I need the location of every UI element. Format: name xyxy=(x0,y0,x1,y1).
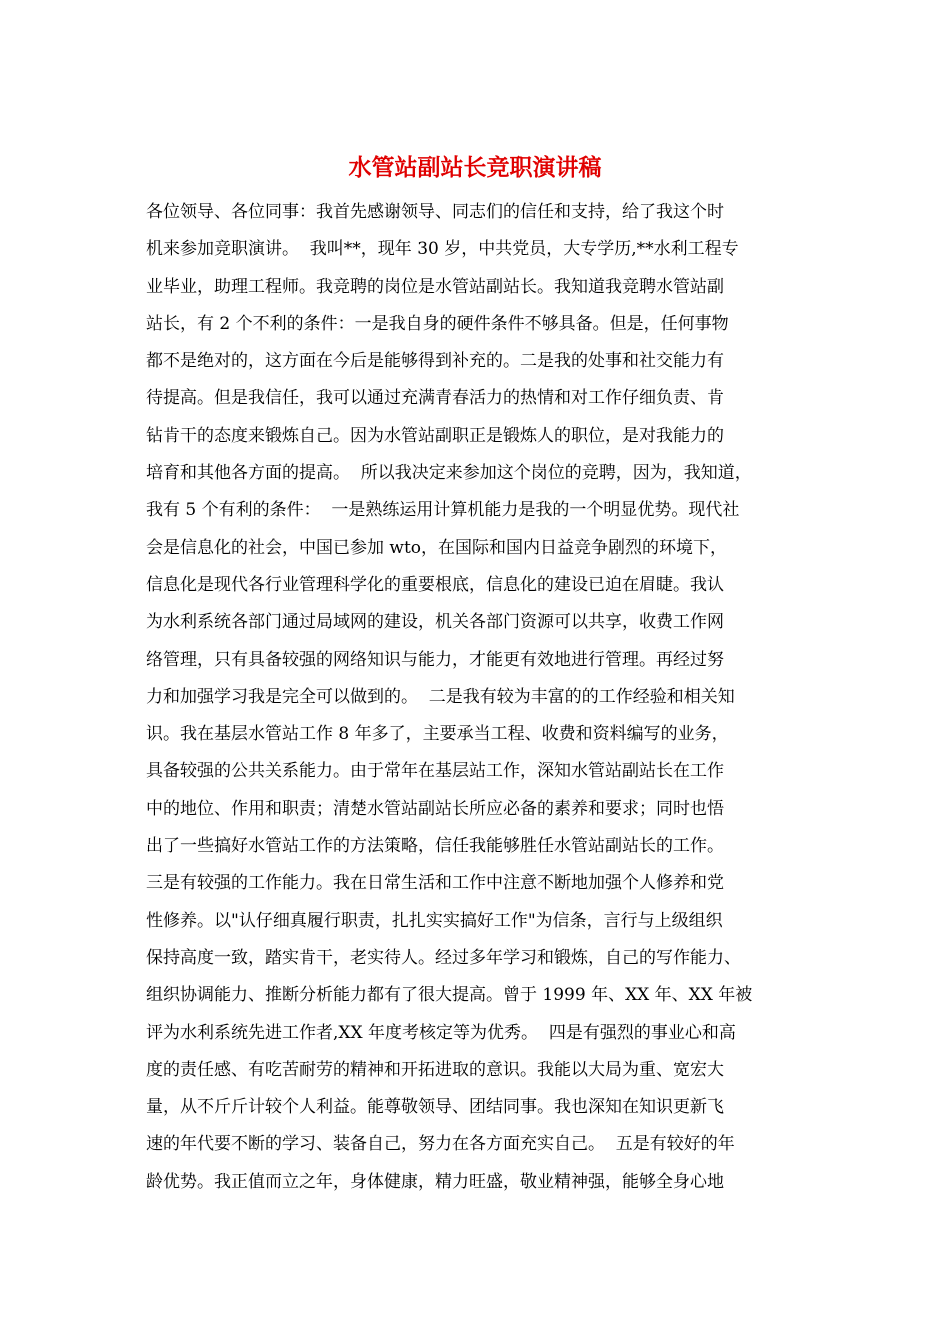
body-line: 都不是绝对的，这方面在今后是能够得到补充的。二是我的处事和社交能力有 xyxy=(146,351,724,372)
body-line: 评为水利系统先进工作者,XX 年度考核定等为优秀。 四是有强烈的事业心和高 xyxy=(146,1022,736,1043)
body-line: 络管理，只有具备较强的网络知识与能力，才能更有效地进行管理。再经过努 xyxy=(146,649,724,670)
body-line: 三是有较强的工作能力。我在日常生活和工作中注意不断地加强个人修养和党 xyxy=(146,873,724,894)
body-line: 各位领导、各位同事：我首先感谢领导、同志们的信任和支持，给了我这个时 xyxy=(146,202,724,222)
body-line: 中的地位、作用和职责；清楚水管站副站长所应必备的素养和要求；同时也悟 xyxy=(146,798,724,819)
body-line: 龄优势。我正值而立之年，身体健康，精力旺盛，敬业精神强，能够全身心地 xyxy=(146,1171,724,1192)
body-line: 为水利系统各部门通过局域网的建设，机关各部门资源可以共享，收费工作网 xyxy=(146,612,724,633)
body-line: 识。我在基层水管站工作 8 年多了，主要承当工程、收费和资料编写的业务， xyxy=(146,724,729,745)
body-line: 速的年代要不断的学习、装备自己，努力在各方面充实自己。 五是有较好的年 xyxy=(146,1134,735,1155)
body-line: 培育和其他各方面的提高。 所以我决定来参加这个岗位的竞聘，因为，我知道， xyxy=(146,463,752,484)
body-line: 信息化是现代各行业管理科学化的重要根底，信息化的建设已迫在眉睫。我认 xyxy=(146,574,724,595)
body-line: 我有 5 个有利的条件： 一是熟练运用计算机能力是我的一个明显优势。现代社 xyxy=(146,500,740,521)
body-line: 待提高。但是我信任，我可以通过充满青春活力的热情和对工作仔细负责、肯 xyxy=(146,388,724,409)
body-line: 性修养。以"认仔细真履行职责，扎扎实实搞好工作"为信条，言行与上级组织 xyxy=(146,910,723,931)
body-line: 力和加强学习我是完全可以做到的。 二是我有较为丰富的的工作经验和相关知 xyxy=(146,686,735,707)
body-line: 站长，有 2 个不利的条件：一是我自身的硬件条件不够具备。但是，任何事物 xyxy=(146,313,729,334)
document-title: 水管站副站长竞职演讲稿 xyxy=(348,154,602,181)
document-body xyxy=(146,194,816,1201)
body-line: 量，从不斤斤计较个人利益。能尊敬领导、团结同事。我也深知在知识更新飞 xyxy=(146,1097,724,1118)
body-line: 具备较强的公共关系能力。由于常年在基层站工作，深知水管站副站长在工作 xyxy=(146,761,724,782)
body-line: 组织协调能力、推断分析能力都有了很大提高。曾于 1999 年、XX 年、XX 年被 xyxy=(146,985,753,1006)
body-line: 度的责任感、有吃苦耐劳的精神和开拓进取的意识。我能以大局为重、宽宏大 xyxy=(146,1059,724,1080)
body-line: 业毕业，助理工程师。我竞聘的岗位是水管站副站长。我知道我竞聘水管站副 xyxy=(146,276,724,297)
body-line: 会是信息化的社会，中国已参加 wto，在国际和国内日益竞争剧烈的环境下， xyxy=(146,537,728,558)
body-line: 机来参加竞职演讲。 我叫**，现年 30 岁，中共党员，大专学历,**水利工程专 xyxy=(146,239,739,260)
body-line: 保持高度一致，踏实肯干，老实待人。经过多年学习和锻炼，自己的写作能力、 xyxy=(146,947,741,968)
body-line: 出了一些搞好水管站工作的方法策略，信任我能够胜任水管站副站长的工作。 xyxy=(146,836,724,857)
body-line: 钻肯干的态度来锻炼自己。因为水管站副职正是锻炼人的职位，是对我能力的 xyxy=(146,425,724,446)
